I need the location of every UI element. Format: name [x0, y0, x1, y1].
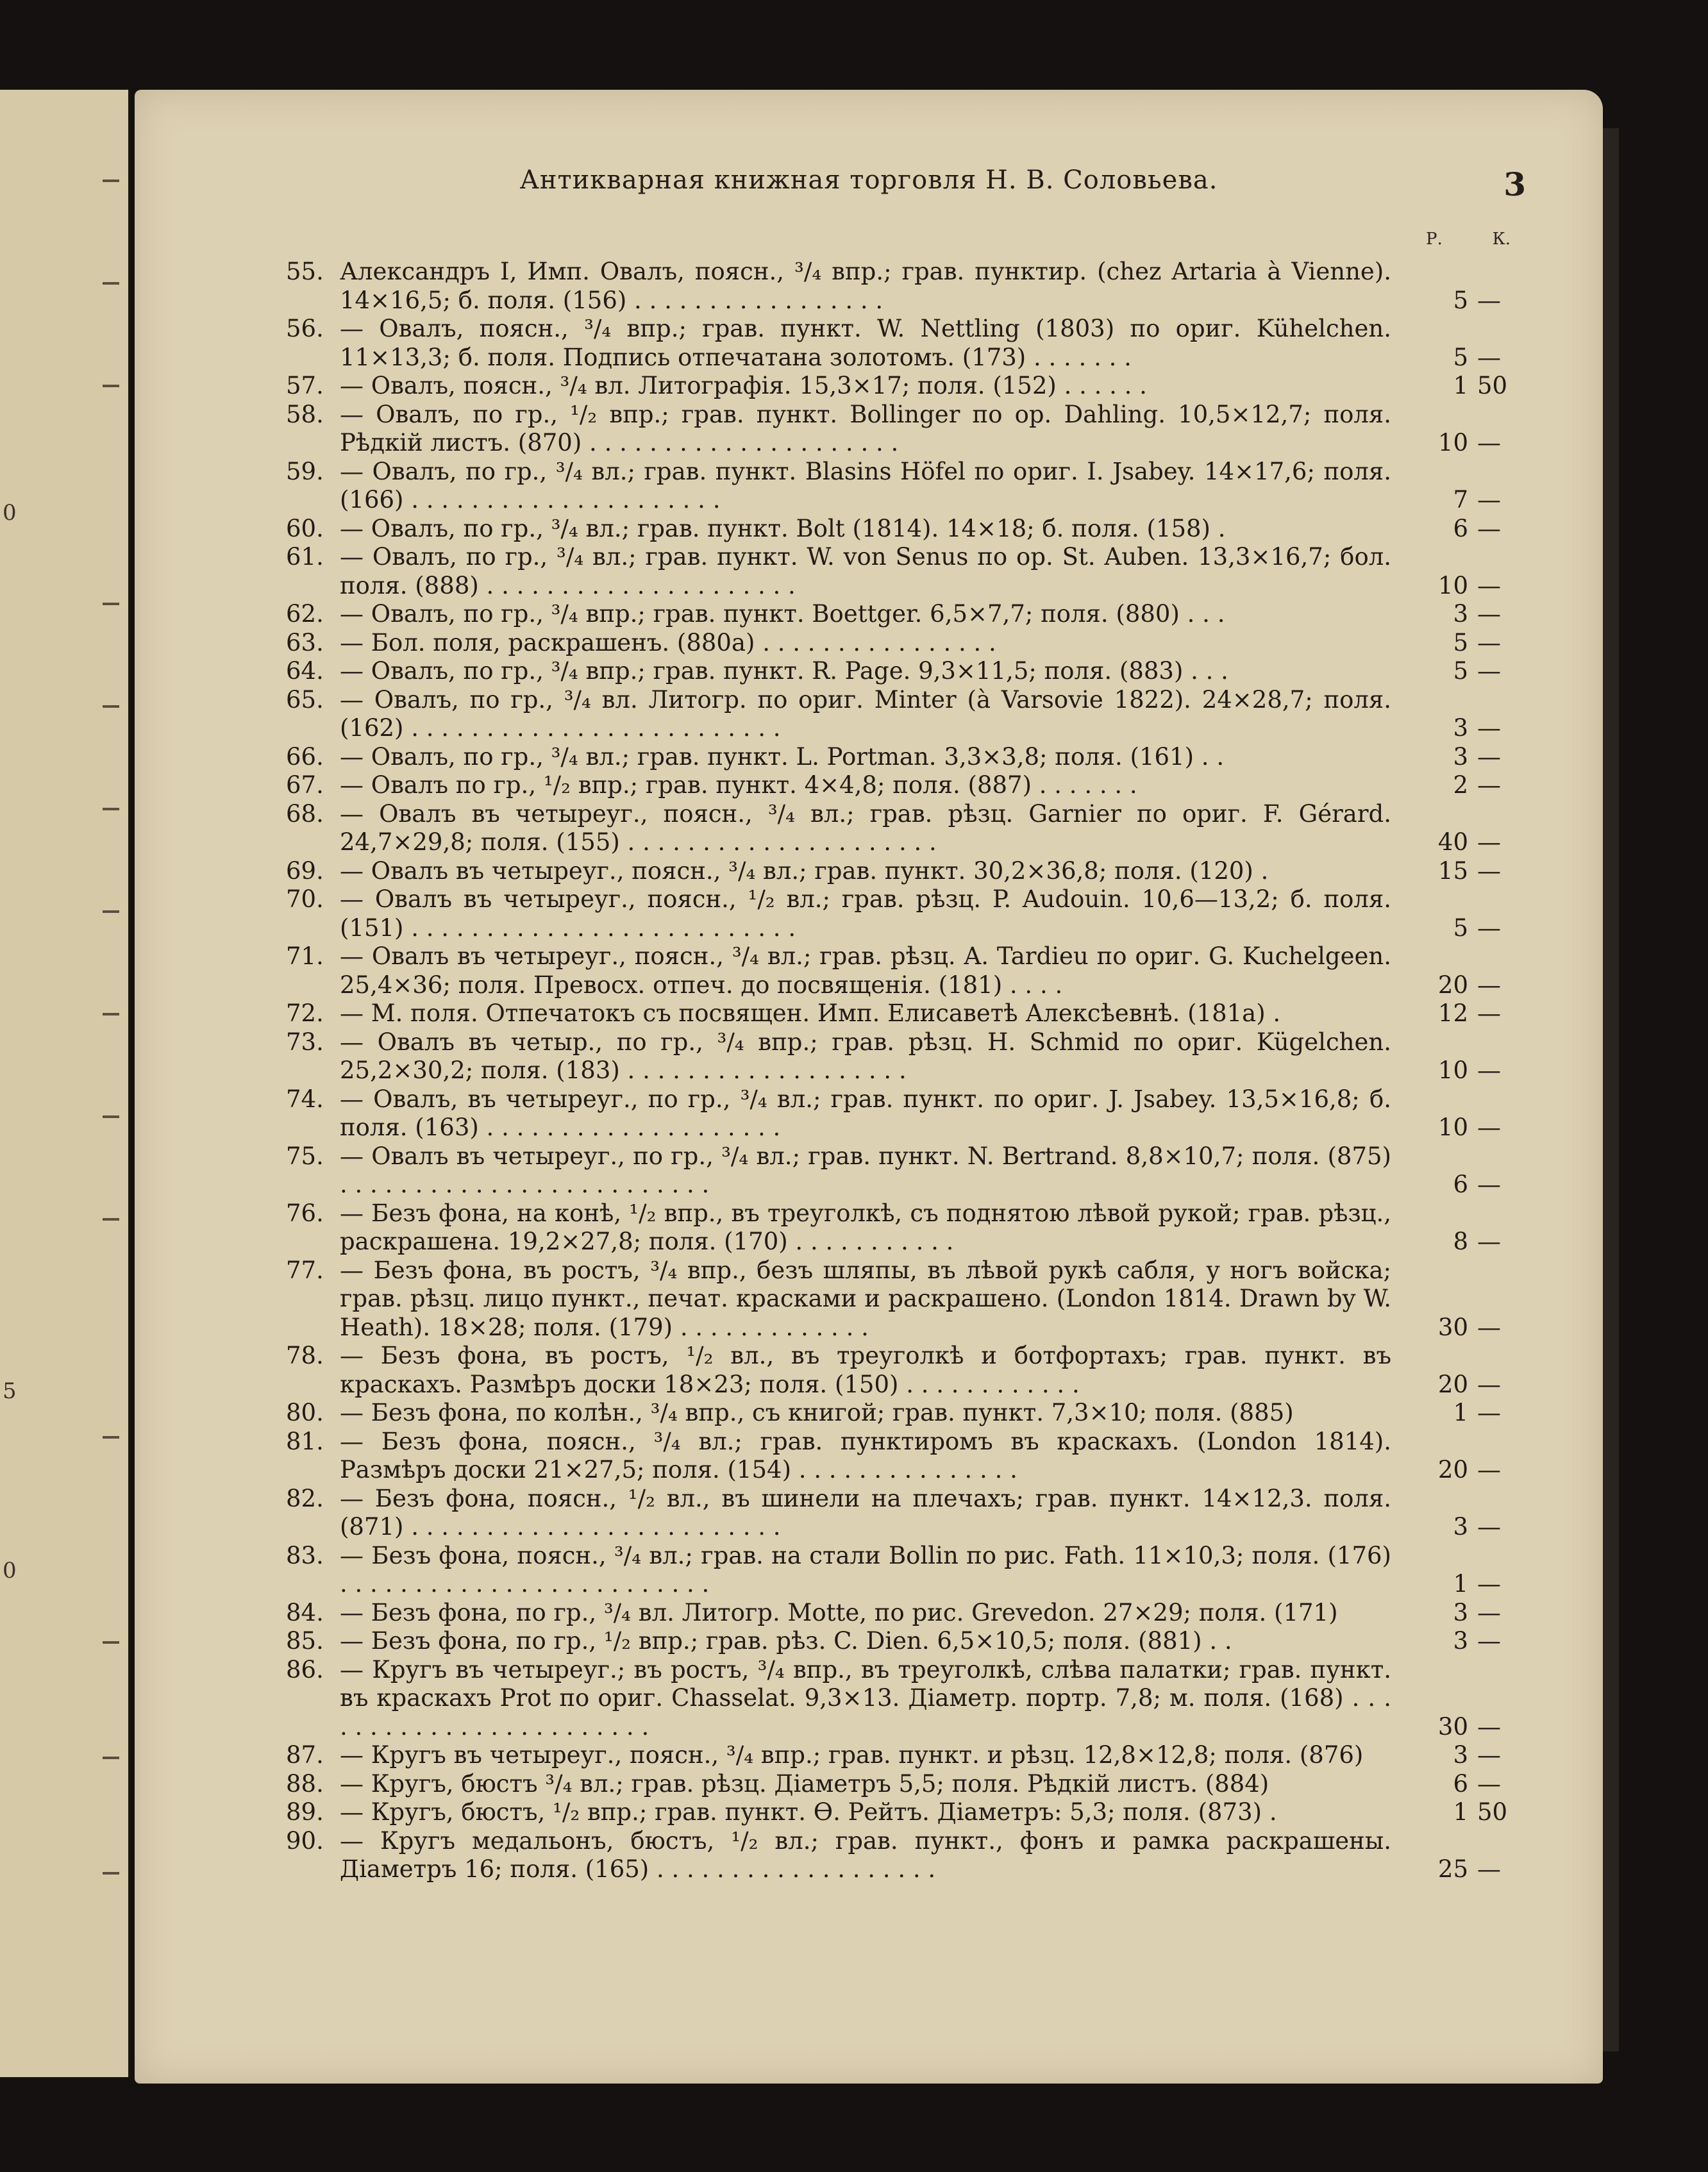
price-kopecks: —: [1477, 514, 1501, 542]
price-rubles: 5: [1453, 343, 1468, 371]
entry-number: 64.: [286, 657, 324, 685]
entry-description: — Безъ фона, поясн., ¹/₂ вл., въ шинели на плечахъ; грав. пункт. 14×12,3. поля. (871) . . . . . . . . . . . . . . . . . . . . . . . . .: [340, 1484, 1391, 1541]
entry-description: — Овалъ въ четыреуг., поясн., ¹/₂ вл.; грав. рѣзц. P. Audouin. 10,6—13,2; б. поля. (151) . . . . . . . . . . . . . . . . . . . . . . . . . .: [340, 885, 1391, 942]
entry-price: [1417, 1599, 1603, 1628]
entry-number: 70.: [286, 885, 324, 913]
price-kopecks: —: [1477, 771, 1501, 799]
entry-number: 83.: [286, 1541, 324, 1569]
entry-description: — Овалъ, по гр., ³/₄ вл. Литогр. по ориг. Minter (à Varsovie 1822). 24×28,7; поля. (162) . . . . . . . . . . . . . . . . . . . . . . . . .: [340, 685, 1391, 742]
entry-number: 85.: [286, 1627, 324, 1655]
price-rubles: 10: [1437, 571, 1468, 599]
entry-description: — Овалъ въ четыреуг., поясн., ³/₄ вл.; грав. рѣзц. A. Tardieu по ориг. G. Kuchelgeen. 25,4×36; поля. Превосх. отпеч. до посвященія. (181) . . . .: [340, 942, 1391, 999]
price-kopecks: —: [1477, 714, 1501, 742]
left-page-mark: [103, 385, 119, 387]
entry-number: 57.: [286, 372, 324, 399]
price-kopecks: —: [1477, 1171, 1501, 1198]
left-page-mark: [103, 1013, 119, 1015]
entry-number: 82.: [286, 1484, 324, 1512]
entry-price: [1417, 1399, 1603, 1428]
catalog-entry: [135, 857, 1603, 886]
entry-description: Александръ I, Имп. Овалъ, поясн., ³/₄ впр.; грав. пунктир. (chez Artaria à Vienne). 14×16,5; б. поля. (156) . . . . . . . . . . . . . . . . .: [340, 258, 1391, 314]
entry-number: 63.: [286, 628, 324, 656]
catalog-entry: [135, 315, 1603, 372]
price-rubles: 5: [1453, 914, 1468, 942]
entry-number: 73.: [286, 1028, 324, 1056]
catalog-entry: [135, 999, 1603, 1028]
price-rubles: 15: [1437, 856, 1468, 885]
entry-description: — Овалъ, въ четыреуг., по гр., ³/₄ вл.; грав. пункт. по ориг. J. Jsabey. 13,5×16,8; б. поля. (163) . . . . . . . . . . . . . . . . . . . .: [340, 1085, 1391, 1141]
price-kopecks: —: [1477, 429, 1501, 456]
catalog-entry: [135, 1656, 1603, 1742]
entry-description: — Безъ фона, по гр., ³/₄ вл. Литогр. Motte, по рис. Grevedon. 27×29; поля. (171): [340, 1598, 1338, 1626]
price-kopecks: —: [1477, 657, 1501, 685]
entry-price: [1417, 629, 1603, 658]
entry-description: — Овалъ, по гр., ³/₄ впр.; грав. пункт. Boettger. 6,5×7,7; поля. (880) . . .: [340, 600, 1225, 628]
entry-description: — Безъ фона, по гр., ¹/₂ впр.; грав. рѣз. C. Dien. 6,5×10,5; поля. (881) . .: [340, 1627, 1232, 1655]
price-rubles: 30: [1437, 1313, 1468, 1341]
entry-price: [1417, 600, 1603, 629]
entry-description: — Овалъ, поясн., ³/₄ вл. Литографія. 15,3×17; поля. (152) . . . . . .: [340, 372, 1147, 399]
price-kopecks: —: [1477, 571, 1501, 599]
entry-description: — Овалъ по гр., ¹/₂ впр.; грав. пункт. 4×4,8; поля. (887) . . . . . . .: [340, 771, 1137, 799]
price-rubles: 3: [1453, 1598, 1468, 1626]
page-number: 3: [1503, 165, 1526, 203]
entry-description: — Овалъ, по гр., ³/₄ вл.; грав. пункт. Bolt (1814). 14×18; б. поля. (158) .: [340, 514, 1226, 542]
catalog-entry: [135, 800, 1603, 857]
catalog-entry: [135, 942, 1603, 999]
left-page-mark: [103, 1115, 119, 1118]
catalog-entry: [135, 458, 1603, 515]
price-kopecks: 50: [1477, 1798, 1508, 1826]
left-page-mark: [103, 1218, 119, 1221]
catalog-entry: [135, 1342, 1603, 1399]
entry-number: 87.: [286, 1741, 324, 1769]
price-kopecks: —: [1477, 1598, 1501, 1626]
entry-description: — Овалъ, по гр., ¹/₂ впр.; грав. пункт. Bollinger по ор. Dahling. 10,5×12,7; поля. Рѣдкій листъ. (870) . . . . . . . . . . . . . . . . . . . . .: [340, 400, 1391, 456]
price-kopecks: —: [1477, 486, 1501, 514]
entry-price: [1417, 1171, 1603, 1199]
catalog-entry: [135, 657, 1603, 686]
entry-description: — Овалъ въ четыреуг., поясн., ³/₄ вл.; грав. пункт. 30,2×36,8; поля. (120) .: [340, 856, 1269, 885]
entry-price: [1417, 572, 1603, 601]
price-rubles: 3: [1453, 714, 1468, 742]
price-kopecks: 50: [1477, 372, 1508, 399]
catalog-entries: [135, 258, 1603, 1884]
price-kopecks: —: [1477, 914, 1501, 942]
price-kopecks: —: [1477, 999, 1501, 1027]
entry-number: 75.: [286, 1142, 324, 1170]
price-rubles: 1: [1453, 1570, 1468, 1598]
left-page-mark: [103, 603, 119, 605]
price-kopecks: —: [1477, 600, 1501, 628]
price-kopecks: —: [1477, 1399, 1501, 1426]
entry-number: 56.: [286, 315, 324, 342]
left-page-mark: [103, 282, 119, 285]
entry-price: [1417, 1228, 1603, 1257]
entry-price: [1417, 828, 1603, 857]
catalog-entry: [135, 1085, 1603, 1142]
catalog-entry: [135, 372, 1603, 401]
entry-number: 69.: [286, 856, 324, 885]
entry-price: [1417, 429, 1603, 458]
price-kopecks: —: [1477, 1057, 1501, 1084]
entry-price: [1417, 1057, 1603, 1085]
price-rubles: 25: [1437, 1855, 1468, 1883]
price-kopecks: —: [1477, 1627, 1501, 1655]
entry-description: — Кругъ, бюстъ ³/₄ вл.; грав. рѣзц. Діаметръ 5,5; поля. Рѣдкій листъ. (884): [340, 1769, 1269, 1798]
catalog-entry: [135, 1428, 1603, 1485]
price-rubles: 20: [1437, 1456, 1468, 1483]
entry-number: 90.: [286, 1826, 324, 1855]
price-rubles: 12: [1437, 999, 1468, 1027]
catalog-page: [135, 90, 1603, 2084]
entry-number: 89.: [286, 1798, 324, 1826]
entry-description: — Безъ фона, поясн., ³/₄ вл.; грав. пунктиромъ въ краскахъ. (London 1814). Размѣръ доски 21×27,5; поля. (154) . . . . . . . . . . . . . . .: [340, 1427, 1391, 1483]
catalog-entry: [135, 1827, 1603, 1884]
entry-price: [1417, 1570, 1603, 1599]
entry-number: 58.: [286, 400, 324, 428]
left-page-mark: [103, 705, 119, 708]
left-page-number: 0: [3, 500, 17, 526]
entry-description: — Овалъ въ четыреуг., поясн., ³/₄ вл.; грав. рѣзц. Garnier по ориг. F. Gérard. 24,7×29,8; поля. (155) . . . . . . . . . . . . . . . . . . . . .: [340, 799, 1391, 856]
entry-number: 84.: [286, 1598, 324, 1626]
price-rubles: 30: [1437, 1712, 1468, 1741]
price-rubles: 10: [1437, 429, 1468, 456]
price-rubles: 5: [1453, 628, 1468, 656]
price-kopecks: —: [1477, 828, 1501, 856]
entry-number: 65.: [286, 685, 324, 714]
left-page-mark: [103, 180, 119, 182]
price-kopecks: —: [1477, 971, 1501, 999]
price-rubles: 3: [1453, 1741, 1468, 1769]
catalog-entry: [135, 686, 1603, 743]
entry-number: 81.: [286, 1427, 324, 1455]
catalog-entry: [135, 743, 1603, 772]
price-rubles: 1: [1453, 372, 1468, 399]
catalog-entry: [135, 1485, 1603, 1542]
entry-price: [1417, 1371, 1603, 1399]
entry-number: 71.: [286, 942, 324, 970]
entry-number: 78.: [286, 1342, 324, 1369]
price-kopecks: —: [1477, 286, 1501, 314]
entry-description: — М. поля. Отпечатокъ съ посвящен. Имп. Елисаветѣ Алексѣевнѣ. (181а) .: [340, 999, 1281, 1027]
entry-price: [1417, 1713, 1603, 1742]
price-rubles: 6: [1453, 514, 1468, 542]
entry-price: [1417, 857, 1603, 886]
entry-price: [1417, 1855, 1603, 1884]
price-column-header: [1401, 230, 1536, 249]
entry-price: [1417, 1627, 1603, 1656]
entry-description: — Кругъ медальонъ, бюстъ, ¹/₂ вл.; грав. пункт., фонъ и рамка раскрашены. Діаметръ 16; поля. (165) . . . . . . . . . . . . . . . . . . .: [340, 1826, 1391, 1883]
price-kopecks: —: [1477, 1769, 1501, 1798]
entry-number: 55.: [286, 258, 324, 285]
price-rubles: 5: [1453, 657, 1468, 685]
entry-description: — Безъ фона, въ ростъ, ³/₄ впр., безъ шляпы, въ лѣвой рукѣ сабля, у ногъ войска; грав. рѣзц. лицо пункт., печат. красками и раскрашено. (London 1814. Drawn by W. Heath). 18×28; поля. (179) . . . . . . . . . . . . .: [340, 1256, 1391, 1341]
entry-price: [1417, 743, 1603, 772]
catalog-entry: [135, 543, 1603, 600]
price-rubles: 10: [1437, 1114, 1468, 1141]
catalog-entry: [135, 1798, 1603, 1827]
catalog-entry: [135, 771, 1603, 800]
price-kopecks: —: [1477, 1228, 1501, 1255]
entry-price: [1417, 372, 1603, 401]
price-kopecks: —: [1477, 1114, 1501, 1141]
entry-number: 68.: [286, 799, 324, 828]
entry-description: — Безъ фона, на конѣ, ¹/₂ впр., въ треуголкѣ, съ поднятою лѣвой рукой; грав. рѣзц., раскрашена. 19,2×27,8; поля. (170) . . . . . . . . . . .: [340, 1199, 1391, 1255]
entry-number: 88.: [286, 1769, 324, 1798]
left-page-mark: [103, 1757, 119, 1759]
price-rubles: 40: [1437, 828, 1468, 856]
entry-description: — Овалъ, по гр., ³/₄ вл.; грав. пункт. W. von Senus по ор. St. Auben. 13,3×16,7; бол. поля. (888) . . . . . . . . . . . . . . . . . . . . .: [340, 543, 1391, 599]
left-page-mark: [103, 910, 119, 913]
catalog-entry: [135, 515, 1603, 544]
entry-number: 67.: [286, 771, 324, 799]
catalog-entry: [135, 1199, 1603, 1257]
catalog-entry: [135, 885, 1603, 942]
left-page-mark: [103, 1436, 119, 1439]
price-kopecks: —: [1477, 1370, 1501, 1398]
entry-description: — Овалъ, по гр., ³/₄ вл.; грав. пункт. Blasins Höfel по ориг. I. Jsabey. 14×17,6; поля. (166) . . . . . . . . . . . . . . . . . . . . .: [340, 457, 1391, 514]
entry-price: [1417, 515, 1603, 544]
price-rubles: 3: [1453, 1627, 1468, 1655]
catalog-entry: [135, 1257, 1603, 1342]
entry-price: [1417, 344, 1603, 372]
catalog-entry: [135, 401, 1603, 458]
price-rubles: 20: [1437, 1370, 1468, 1398]
entry-number: 62.: [286, 600, 324, 628]
entry-description: — Овалъ, по гр., ³/₄ вл.; грав. пункт. L. Portman. 3,3×3,8; поля. (161) . .: [340, 742, 1225, 771]
entry-description: — Овалъ, поясн., ³/₄ впр.; грав. пункт. W. Nettling (1803) по ориг. Kühelchen. 11×13,3; б. поля. Подпись отпечатана золотомъ. (173) . . . . . . .: [340, 315, 1391, 371]
entry-price: [1417, 657, 1603, 686]
entry-number: 86.: [286, 1655, 324, 1683]
entry-number: 66.: [286, 742, 324, 771]
entry-price: [1417, 1456, 1603, 1485]
price-kopecks: —: [1477, 856, 1501, 885]
entry-description: — Безъ фона, поясн., ³/₄ вл.; грав. на стали Bollin по рис. Fath. 11×10,3; поля. (176) . . . . . . . . . . . . . . . . . . . . . . . . .: [340, 1541, 1391, 1598]
price-kopecks: —: [1477, 1456, 1501, 1483]
entry-price: [1417, 914, 1603, 943]
entry-number: 59.: [286, 457, 324, 485]
kopecks-column-label: К.: [1492, 230, 1511, 249]
entry-price: [1417, 287, 1603, 315]
entry-price: [1417, 1798, 1603, 1827]
entry-price: [1417, 1114, 1603, 1142]
left-page-mark: [103, 808, 119, 810]
entry-price: [1417, 971, 1603, 1000]
entry-number: 80.: [286, 1399, 324, 1426]
rubles-column-label: Р.: [1425, 230, 1443, 249]
price-rubles: 8: [1453, 1228, 1468, 1255]
catalog-entry: [135, 1770, 1603, 1799]
catalog-entry: [135, 629, 1603, 658]
price-rubles: 1: [1453, 1399, 1468, 1426]
entry-description: — Бол. поля, раскрашенъ. (880а) . . . . . . . . . . . . . . . .: [340, 628, 996, 656]
price-rubles: 20: [1437, 971, 1468, 999]
catalog-entry: [135, 258, 1603, 315]
entry-description: — Овалъ въ четыр., по гр., ³/₄ впр.; грав. рѣзц. H. Schmid по ориг. Kügelchen. 25,2×30,2; поля. (183) . . . . . . . . . . . . . . . . . . .: [340, 1028, 1391, 1084]
price-kopecks: —: [1477, 628, 1501, 656]
price-rubles: 7: [1453, 486, 1468, 514]
catalog-entry: [135, 1542, 1603, 1599]
entry-number: 61.: [286, 543, 324, 571]
price-kopecks: —: [1477, 742, 1501, 771]
running-header: Антикварная книжная торговля Н. В. Соловьева.: [519, 165, 1218, 195]
price-rubles: 5: [1453, 286, 1468, 314]
entry-number: 74.: [286, 1085, 324, 1113]
entry-number: 77.: [286, 1256, 324, 1284]
entry-price: [1417, 1770, 1603, 1799]
price-rubles: 1: [1453, 1798, 1468, 1826]
price-kopecks: —: [1477, 1513, 1501, 1541]
entry-price: [1417, 486, 1603, 515]
left-page-number: 5: [3, 1378, 17, 1404]
entry-description: — Кругъ въ четыреуг.; въ ростъ, ³/₄ впр., въ треуголкѣ, слѣва палатки; грав. пункт. въ краскахъ Prot по ориг. Chasselat. 9,3×13. Діаметр. портр. 7,8; м. поля. (168) . . . . . . . . . . . . . . . . . . . . . . . .: [340, 1655, 1391, 1741]
catalog-entry: [135, 600, 1603, 629]
price-rubles: 6: [1453, 1171, 1468, 1198]
entry-number: 72.: [286, 999, 324, 1027]
price-kopecks: —: [1477, 1855, 1501, 1883]
price-rubles: 3: [1453, 742, 1468, 771]
price-rubles: 6: [1453, 1769, 1468, 1798]
entry-price: [1417, 771, 1603, 800]
price-kopecks: —: [1477, 343, 1501, 371]
price-kopecks: —: [1477, 1712, 1501, 1741]
entry-price: [1417, 1741, 1603, 1770]
entry-description: — Безъ фона, въ ростъ, ¹/₂ вл., въ треуголкѣ и ботфортахъ; грав. пункт. въ краскахъ. Размѣръ доски 18×23; поля. (150) . . . . . . . . . . . .: [340, 1342, 1391, 1398]
left-page-number: 0: [3, 1558, 17, 1583]
catalog-entry: [135, 1399, 1603, 1428]
left-page-mark: [103, 1641, 119, 1644]
price-rubles: 3: [1453, 1513, 1468, 1541]
entry-description: — Кругъ въ четыреуг., поясн., ³/₄ впр.; грав. пункт. и рѣзц. 12,8×12,8; поля. (876): [340, 1741, 1364, 1769]
entry-description: — Безъ фона, по колѣн., ³/₄ впр., съ книгой; грав. пункт. 7,3×10; поля. (885): [340, 1399, 1294, 1426]
price-kopecks: —: [1477, 1741, 1501, 1769]
entry-description: — Овалъ, по гр., ³/₄ впр.; грав. пункт. R. Page. 9,3×11,5; поля. (883) . . .: [340, 657, 1228, 685]
left-page-edge: [0, 90, 130, 2077]
price-kopecks: —: [1477, 1313, 1501, 1341]
left-page-mark: [103, 1872, 119, 1875]
price-rubles: 10: [1437, 1057, 1468, 1084]
entry-price: [1417, 999, 1603, 1028]
catalog-entry: [135, 1741, 1603, 1770]
catalog-entry: [135, 1028, 1603, 1085]
catalog-entry: [135, 1142, 1603, 1199]
price-rubles: 2: [1453, 771, 1468, 799]
catalog-entry: [135, 1599, 1603, 1628]
catalog-entry: [135, 1627, 1603, 1656]
entry-number: 76.: [286, 1199, 324, 1227]
entry-number: 60.: [286, 514, 324, 542]
price-kopecks: —: [1477, 1570, 1501, 1598]
entry-price: [1417, 714, 1603, 743]
entry-description: — Кругъ, бюстъ, ¹/₂ впр.; грав. пункт. Ѳ. Рейтъ. Діаметръ: 5,3; поля. (873) .: [340, 1798, 1277, 1826]
entry-description: — Овалъ въ четыреуг., по гр., ³/₄ вл.; грав. пункт. N. Bertrand. 8,8×10,7; поля. (875) . . . . . . . . . . . . . . . . . . . . . . . . .: [340, 1142, 1391, 1198]
price-rubles: 3: [1453, 600, 1468, 628]
entry-price: [1417, 1314, 1603, 1342]
entry-price: [1417, 1513, 1603, 1542]
